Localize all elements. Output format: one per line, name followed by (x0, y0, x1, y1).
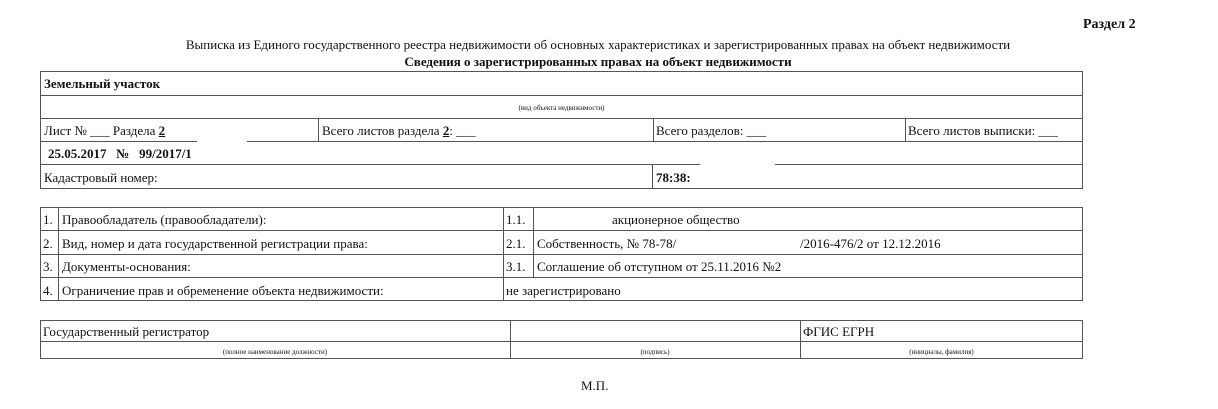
stamp-label: М.П. (581, 378, 609, 393)
row-label: Вид, номер и дата государственной регистрации права: (62, 236, 368, 251)
sheet-label: Лист № ___ Раздела (44, 123, 156, 138)
row-num: 3. (43, 259, 53, 274)
registrar-name: ФГИС ЕГРН (803, 324, 875, 339)
signature-caption: (подпись) (640, 348, 670, 356)
name-caption: (инициалы, фамилия) (909, 348, 974, 356)
object-type-caption: (вид объекта недвижимости) (518, 104, 605, 112)
row-sub: 2.1. (506, 236, 526, 251)
document-title: Выписка из Единого государственного реестра недвижимости об основных характеристиках и зарегистрированных правах на объект недвижимости (185, 37, 1011, 52)
number-sign: № (116, 146, 130, 161)
registration-value-tail: /2016-476/2 от 12.12.2016 (800, 236, 941, 251)
row-label: Ограничение прав и обременение объекта недвижимости: (62, 283, 384, 298)
owner-value: акционерное общество (612, 212, 740, 227)
cadastral-value: 78:38: (656, 170, 691, 185)
total-sheets-suffix: : ___ (449, 123, 476, 138)
sheet-number (44, 123, 165, 139)
cadastral-label: Кадастровый номер: (44, 170, 158, 185)
row-num: 4. (43, 283, 53, 298)
document-subtitle: Сведения о зарегистрированных правах на объект недвижимости (404, 54, 792, 69)
row-num: 2. (43, 236, 53, 251)
sheet-section: 2 (158, 123, 166, 138)
total-sheets-value: 2 (442, 123, 450, 138)
registration-value: Собственность, № 78-78/ (537, 236, 677, 251)
registrar-position: Государственный регистратор (43, 324, 210, 339)
total-extract-sheets: Всего листов выписки: ___ (908, 123, 1058, 138)
documents-value: Соглашение об отступном от 25.11.2016 №2 (537, 259, 782, 274)
position-caption: (полное наименование должности) (222, 348, 328, 356)
row-sub: 3.1. (506, 259, 526, 274)
total-sections: Всего разделов: ___ (656, 123, 767, 138)
section-label: Раздел 2 (1083, 17, 1136, 32)
object-type: Земельный участок (44, 76, 161, 91)
row-num: 1. (43, 212, 53, 227)
extract-date: 25.05.2017 (48, 146, 107, 161)
total-sheets (322, 123, 476, 139)
row-sub: 1.1. (506, 212, 526, 227)
extract-date-number (48, 146, 192, 162)
extract-number: 99/2017/1 (139, 146, 192, 161)
total-sheets-label: Всего листов раздела (322, 123, 440, 138)
encumbrance-value: не зарегистрировано (506, 283, 621, 298)
row-label: Правообладатель (правообладатели): (62, 212, 267, 227)
row-label: Документы-основания: (62, 259, 191, 274)
